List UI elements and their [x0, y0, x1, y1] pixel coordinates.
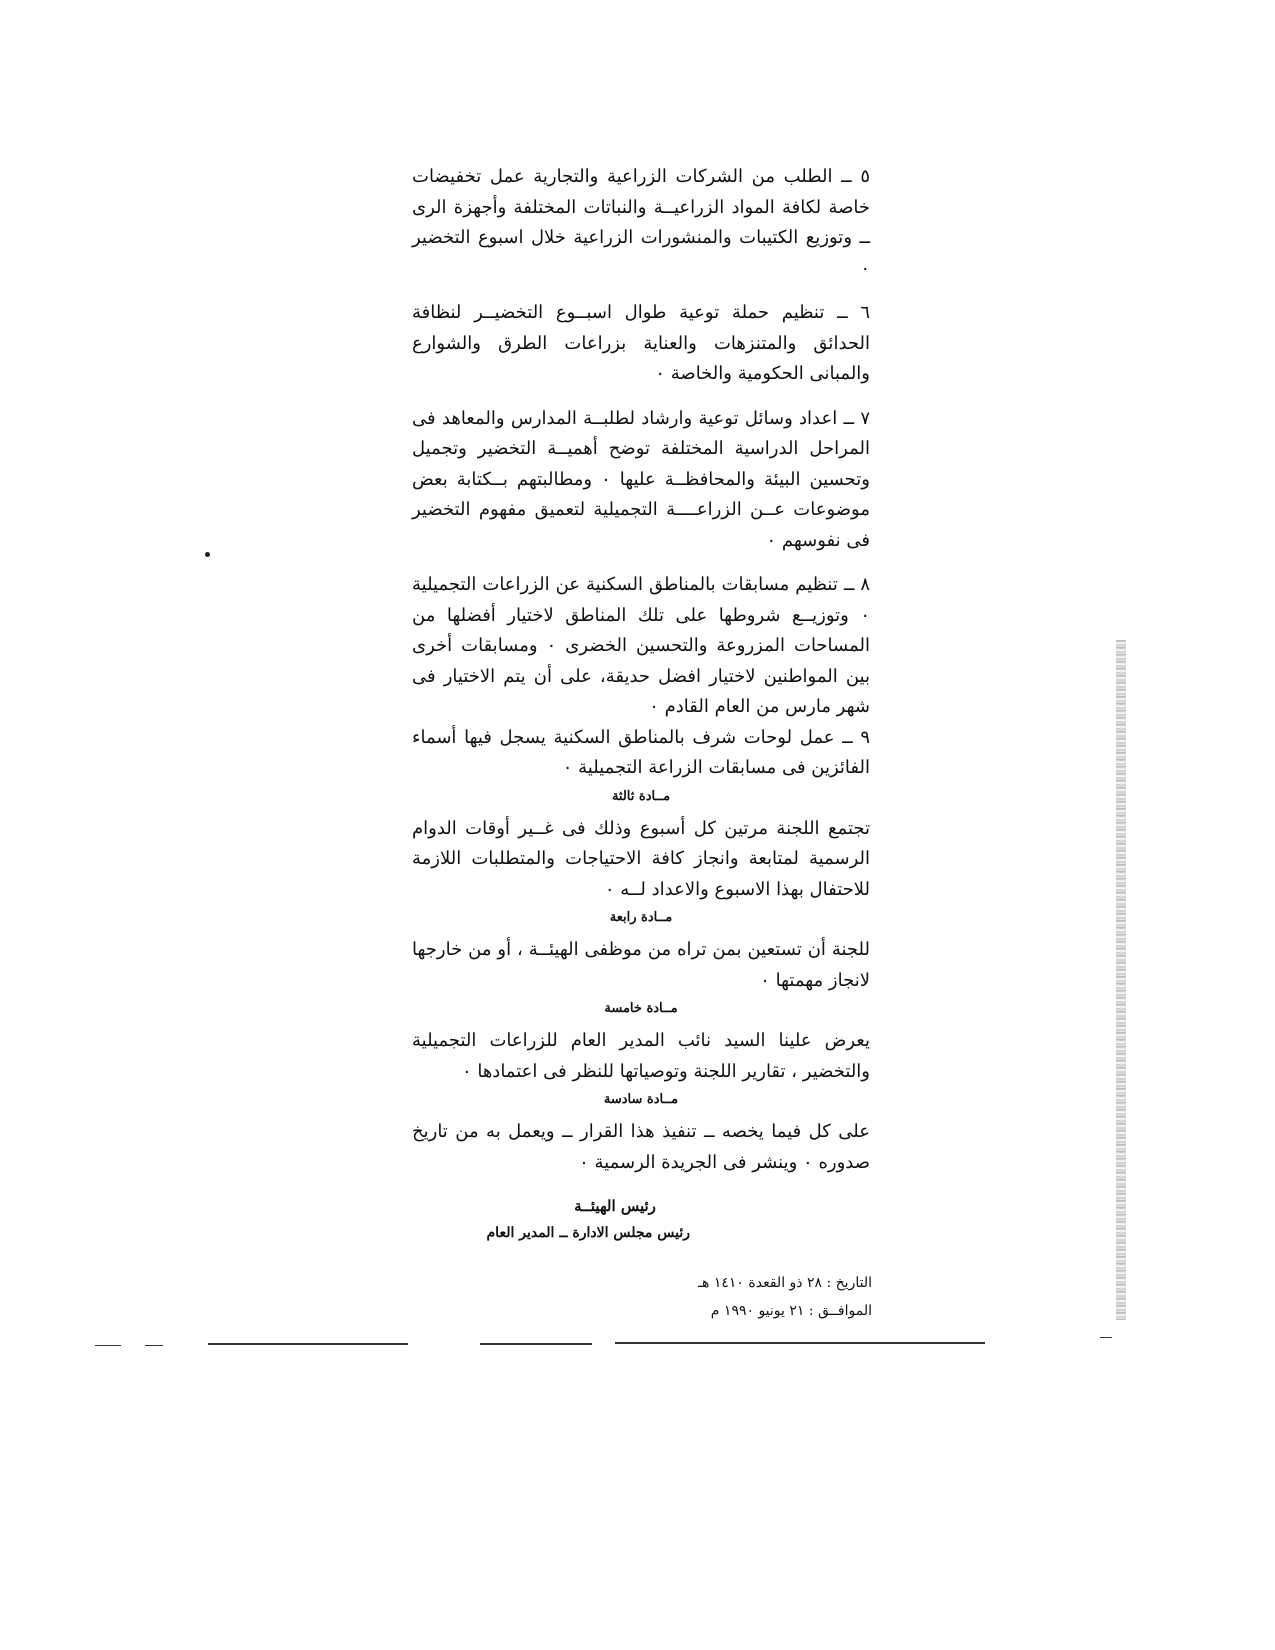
clause-8: ٨ ــ تنظيم مسابقات بالمناطق السكنية عن الزراعات التجميلية ٠ وتوزيــع شروطها على تلك المناطق لاختيار أفضلها من المساحات المزروعة والتحسين الخضرى ٠ ومسابقات أخرى بين المواطنين لاختيار افضل حديقة، على أن يتم الاختيار فى شهر مارس من العام القادم ٠ [412, 574, 870, 717]
article-6-text: على كل فيما يخصه ــ تنفيذ هذا القرار ــ ويعمل به من تاريخ صدوره ٠ وينشر فى الجريدة الرسمية ٠ [412, 1121, 870, 1173]
scan-line [615, 1342, 985, 1344]
scan-line [95, 1345, 121, 1346]
article-4-heading: مــادة رابعة [609, 910, 673, 925]
document-body [412, 162, 870, 1178]
article-4-text: للجنة أن تستعين بمن تراه من موظفى الهيئــة ، أو من خارجها لانجاز مهمتها ٠ [412, 939, 870, 991]
scan-line [480, 1343, 592, 1345]
signature-subtitle: رئيس مجلس الادارة ــ المدير العام [486, 1225, 690, 1241]
scan-edge-artifact [1116, 640, 1126, 1320]
article-6-heading: مــادة سادسة [603, 1092, 679, 1107]
scan-line [1100, 1337, 1112, 1338]
date-block [640, 1269, 872, 1325]
clause-9: ٩ ــ عمل لوحات شرف بالمناطق السكنية يسجل فيها أسماء الفائزين فى مسابقات الزراعة التجميلية ٠ [412, 726, 870, 778]
clause-5: ٥ ــ الطلب من الشركات الزراعية والتجارية عمل تخفيضات خاصة لكافة المواد الزراعيــة والنباتات المختلفة وأجهزة الرى ــ وتوزيع الكتيبات والمنشورات الزراعية خلال اسبوع التخضير ٠ [412, 166, 870, 279]
signature-title: رئيس الهيئــة [574, 1197, 656, 1215]
clause-6: ٦ ــ تنظيم حملة توعية طوال اسبــوع التخضيــر لنظافة الحدائق والمتنزهات والعناية بزراعات الطرق والشوارع والمبانى الحكومية والخاصة ٠ [412, 302, 870, 384]
scan-line [145, 1345, 163, 1346]
clause-7: ٧ ــ اعداد وسائل توعية وارشاد لطلبــة المدارس والمعاهد فى المراحل الدراسية المختلفة توضح أهميــة التخضير وتجميل وتحسين البيئة والمحافظــة عليها ٠ ومطالبتهم بــكتابة بعض موضوعات عــن الزراعــــة التجميلية لتعميق مفهوم التخضير فى نفوسهم ٠ [412, 407, 870, 551]
article-5-heading: مــادة خامسة [604, 1001, 678, 1016]
scan-speck [205, 552, 210, 557]
article-3-heading: مــادة ثالثة [611, 788, 671, 804]
scan-line [208, 1343, 408, 1345]
gregorian-date: الموافــق : ٢١ يونيو ١٩٩٠ م [710, 1303, 872, 1319]
hijri-date: التاريخ : ٢٨ ذو القعدة ١٤١٠ هـ [697, 1275, 872, 1291]
article-3-text: تجتمع اللجنة مرتين كل أسبوع وذلك فى غــير أوقات الدوام الرسمية لمتابعة وانجاز كافة الاحتياجات والمتطلبات اللازمة للاحتفال بهذا الاسبوع والاعداد لــه ٠ [412, 817, 870, 900]
article-5-text: يعرض علينا السيد نائب المدير العام للزراعات التجميلية والتخضير ، تقارير اللجنة وتوصياتها للنظر فى اعتمادها ٠ [412, 1030, 870, 1082]
